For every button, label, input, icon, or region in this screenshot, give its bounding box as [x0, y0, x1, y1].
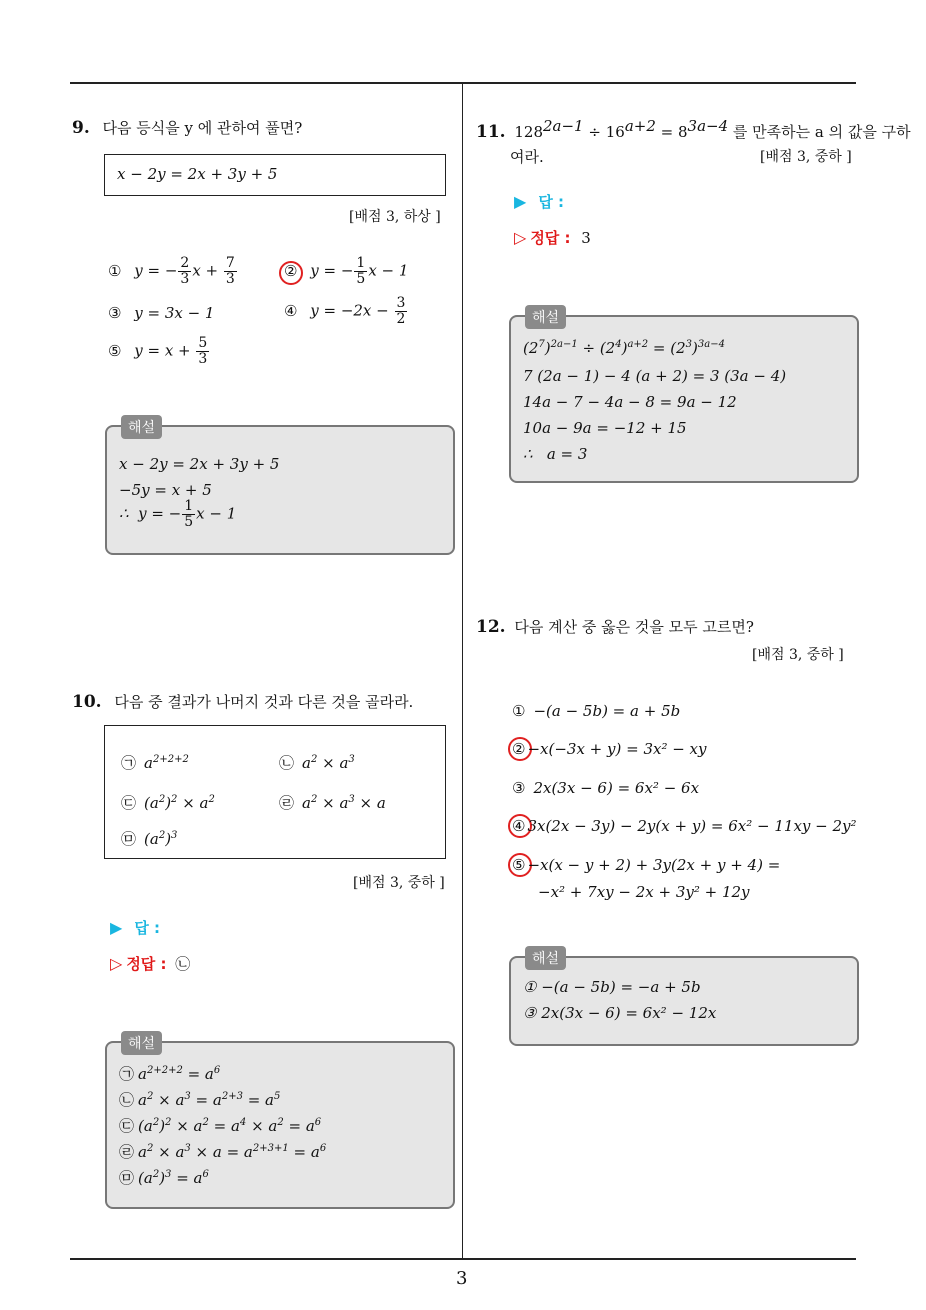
q12-score: [배점 3, 중하 ] — [752, 647, 844, 663]
q9-choice-4[interactable]: ④ y = −2x − $\frac{3}{2}$ — [284, 295, 406, 327]
q9-choice-5[interactable]: ⑤ y = x + $\frac{5}{3}$ — [108, 335, 208, 367]
q10-items-box — [104, 725, 446, 859]
play-icon: ▶ — [514, 192, 527, 211]
q12-prompt: 다음 계산 중 옳은 것을 모두 고르면? — [514, 618, 754, 636]
q11-correct-row — [514, 227, 591, 248]
q11-expl-line-4: 10a − 9a = −12 + 15 — [523, 419, 687, 437]
explanation-tag: 해설 — [121, 415, 162, 439]
play-icon: ▶ — [110, 918, 123, 937]
q11-expl-line-5: ∴ a = 3 — [523, 445, 588, 463]
choice-text: −x(−3x + y) = 3x² − xy — [527, 740, 707, 758]
explanation-tag: 해설 — [525, 305, 566, 329]
correct-label: 정답 : — [530, 229, 571, 247]
q10-correct-row — [110, 953, 198, 974]
q10-item-3: ㉢ $(a^2)^2 \times a^2$ — [121, 794, 215, 812]
q10-expl-line-5: ㉤ $(a^2)^3 = a^6$ — [119, 1169, 209, 1187]
q12-explanation-box — [509, 951, 859, 1046]
q9-number: 9. — [72, 118, 90, 138]
q10-header — [72, 691, 413, 712]
choice-number: ① — [512, 702, 526, 720]
q12-expl-line-1: ① −(a − 5b) = −a + 5b — [523, 978, 701, 996]
choice-number: ④ — [284, 301, 298, 320]
q9-score: [배점 3, 하상 ] — [349, 209, 441, 225]
explanation-tag: 해설 — [525, 946, 566, 970]
explanation-tag: 해설 — [121, 1031, 162, 1055]
q11-explanation-box — [509, 310, 859, 483]
q10-expl-line-4: ㉣ $a^2 \times a^3 \times a = a^{2+3+1} = a^6$ — [119, 1143, 327, 1161]
q10-score: [배점 3, 중하 ] — [353, 875, 445, 891]
correct-value: ㉡ — [175, 955, 191, 973]
q12-choice-3[interactable] — [512, 779, 699, 797]
q10-expl-line-2: ㉡ $a^2 \times a^3 = a^{2+3} = a^5$ — [119, 1091, 281, 1109]
top-rule — [70, 82, 856, 84]
q9-choice-3[interactable]: ③ y = 3x − 1 — [108, 304, 215, 322]
play-outline-icon: ▷ — [514, 228, 527, 247]
q12-choice-5[interactable] — [512, 856, 780, 874]
q10-item-1: ㉠ $a^{2+2+2}$ — [121, 754, 189, 772]
q9-header — [72, 117, 302, 138]
q9-choice-2[interactable]: ② y = − $\frac{1}{5}$ x − 1 — [284, 255, 409, 287]
q11-prompt-line2: 여라. — [510, 148, 544, 166]
q9-choice-1[interactable]: ① y = − $\frac{2}{3}$ x + $\frac{7}{3}$ — [108, 255, 235, 287]
q10-expl-line-1: ㉠ $a^{2+2+2} = a^6$ — [119, 1065, 221, 1083]
q11-expl-line-1: $(2^7)^{2a-1} \div (2^4)^{a+2} = (2^3)^{3a-4}$ — [523, 339, 725, 357]
q11-equation: $128^{2a-1} \div 16^{a+2} = 8^{3a-4}$ — [514, 117, 729, 141]
q9-expl-line-1: x − 2y = 2x + 3y + 5 — [119, 455, 280, 473]
q11-prompt: 를 만족하는 a 의 값을 구하 — [732, 123, 911, 141]
answer-label: 답 : — [538, 193, 565, 211]
q9-equation-box — [104, 154, 446, 196]
q12-header — [476, 616, 754, 637]
q11-expl-line-3: 14a − 7 − 4a − 8 = 9a − 12 — [523, 393, 737, 411]
bottom-rule — [70, 1258, 856, 1260]
correct-label: 정답 : — [126, 955, 167, 973]
q9-explanation-box — [105, 420, 455, 555]
correct-value: 3 — [581, 229, 591, 247]
page-number: 3 — [456, 1268, 468, 1289]
q10-explanation-box — [105, 1036, 455, 1209]
choice-number: ④ — [512, 817, 526, 835]
q10-answer-row[interactable] — [110, 917, 160, 938]
q9-expl-line-2: −5y = x + 5 — [119, 481, 212, 499]
choice-number: ① — [108, 261, 122, 280]
q12-choice-5-continued: −x² + 7xy − 2x + 3y² + 12y — [538, 883, 750, 901]
choice-number: ② — [512, 740, 526, 758]
answer-label: 답 : — [134, 919, 161, 937]
item-marker: ㉤ — [121, 830, 137, 848]
q12-number: 12. — [476, 617, 506, 637]
q11-number: 11. — [476, 122, 506, 142]
q12-choice-4[interactable] — [512, 817, 857, 835]
q9-expl-line-3: ∴ y = − $\frac{1}{5}$ x − 1 — [119, 498, 237, 530]
item-marker: ㉢ — [121, 794, 137, 812]
choice-number: ③ — [512, 779, 526, 797]
q9-equation: x − 2y = 2x + 3y + 5 — [117, 165, 278, 183]
q11-header — [476, 117, 911, 142]
q10-item-2: ㉡ $a^2 \times a^3$ — [279, 754, 355, 772]
q12-expl-line-2: ③ 2x(3x − 6) = 6x² − 12x — [523, 1004, 717, 1022]
choice-text: −x(x − y + 2) + 3y(2x + y + 4) = — [527, 856, 781, 874]
q10-expl-line-3: ㉢ $(a^2)^2 \times a^2 = a^4 \times a^2 = a^6$ — [119, 1117, 322, 1135]
item-marker: ㉡ — [279, 754, 295, 772]
q11-expl-line-2: 7 (2a − 1) − 4 (a + 2) = 3 (3a − 4) — [523, 367, 787, 385]
choice-text: −(a − 5b) = a + 5b — [533, 702, 681, 720]
item-marker: ㉣ — [279, 794, 295, 812]
column-divider — [462, 84, 463, 1258]
item-marker: ㉠ — [121, 754, 137, 772]
q11-score: [배점 3, 중하 ] — [760, 149, 852, 165]
choice-number: ③ — [108, 304, 122, 322]
q12-choice-2[interactable] — [512, 740, 707, 758]
choice-number: ⑤ — [512, 856, 526, 874]
choice-text: 2x(3x − 6) = 6x² − 6x — [533, 779, 700, 797]
q10-number: 10. — [72, 692, 102, 712]
q10-item-5: ㉤ $(a^2)^3$ — [121, 830, 178, 848]
q11-answer-row[interactable] — [514, 191, 564, 212]
choice-text: 3x(2x − 3y) − 2y(x + y) = 6x² − 11xy − 2y² — [527, 817, 857, 835]
q10-prompt: 다음 중 결과가 나머지 것과 다른 것을 골라라. — [114, 693, 414, 711]
q9-prompt: 다음 등식을 y 에 관하여 풀면? — [102, 119, 303, 137]
choice-number: ② — [284, 261, 298, 280]
choice-number: ⑤ — [108, 341, 122, 360]
q10-item-4: ㉣ $a^2 \times a^3 \times a$ — [279, 794, 386, 812]
q12-choice-1[interactable] — [512, 702, 680, 720]
play-outline-icon: ▷ — [110, 954, 123, 973]
